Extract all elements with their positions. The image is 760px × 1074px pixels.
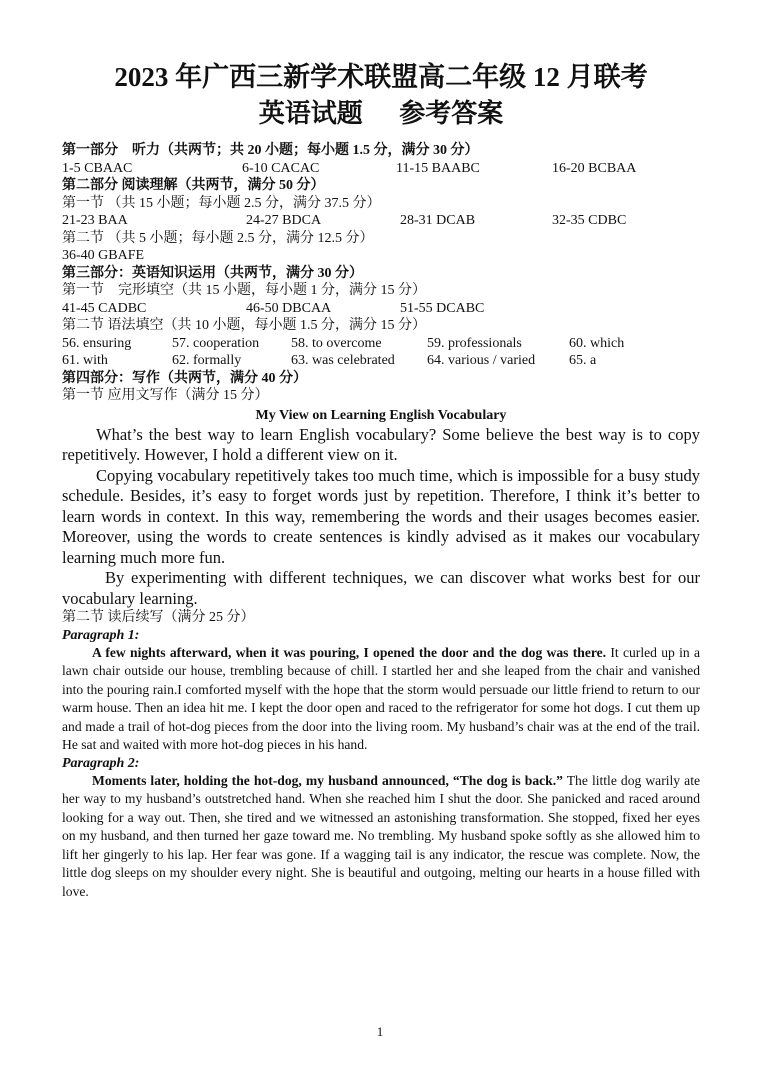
page-number: 1	[376, 1024, 384, 1039]
part2-section2: 第二节 （共 5 小题；每小题 2.5 分，满分 12.5 分）	[62, 230, 374, 246]
page-title: 2023 年广西三新学术联盟高二年级 12 月联考	[114, 62, 648, 92]
part3-section1: 第一节 完形填空（共 15 小题，每小题 1 分，满分 15 分）	[62, 283, 426, 298]
part2-answers2: 36-40 GBAFE	[62, 248, 145, 263]
part1-heading: 第一部分 听力（共两节；共 20 小题；每小题 1.5 分，满分 30 分）	[62, 143, 479, 158]
paragraph2-text	[62, 772, 700, 902]
grammar-row-1	[62, 335, 700, 353]
answer-group: 46-50 DBCAA	[246, 300, 332, 316]
paragraph1-text	[62, 644, 700, 755]
part4-section2: 第二节 读后续写（满分 25 分）	[62, 610, 255, 625]
answer-group: 24-27 BDCA	[246, 213, 322, 228]
answer-group: 41-45 CADBC	[62, 300, 147, 316]
paragraph1-label: Paragraph 1:	[62, 627, 140, 643]
grammar-answer: 62. formally	[172, 353, 242, 368]
answer-group: 6-10 CACAC	[242, 160, 320, 176]
answer-group: 11-15 BAABC	[396, 160, 480, 176]
part1-answers	[62, 160, 700, 178]
grammar-answer: 56. ensuring	[62, 335, 132, 351]
essay-paragraph: Copying vocabulary repetitively takes too much time, which is impossible for a busy study schedule. Besides, it’s easy to forget words just by repetition. Therefore, I think it’s better to learn words in context. In this way, remembering the words and their usages becomes easier. Moreover, using the words to create sentences is kindly advised as it makes our vocabulary learning much more fun.	[62, 465, 700, 567]
grammar-answer: 61. with	[62, 353, 108, 368]
answer-sheet	[62, 58, 700, 901]
part3-answers1	[62, 300, 700, 318]
paragraph2-label: Paragraph 2:	[62, 755, 140, 771]
part2-section1: 第一节 （共 15 小题；每小题 2.5 分，满分 37.5 分）	[62, 195, 381, 211]
essay-body	[62, 425, 700, 610]
subtitle-subject: 英语试题	[258, 99, 363, 128]
grammar-answer: 58. to overcome	[291, 335, 382, 351]
part2-answers1	[62, 212, 700, 230]
paragraph1-lead: A few nights afterward, when it was pouring, I opened the door and the dog was there.	[92, 644, 607, 660]
essay-paragraph: By experimenting with different techniques, we can discover what works best for our vocabulary learning.	[62, 568, 700, 608]
paragraph2-lead: Moments later, holding the hot-dog, my husband announced, “The dog is back.”	[92, 772, 563, 788]
page-subtitle	[62, 96, 700, 132]
part2-heading: 第二部分 阅读理解（共两节，满分 50 分）	[62, 178, 325, 193]
continuation-writing	[62, 627, 700, 902]
part3-section2: 第二节 语法填空（共 10 小题，每小题 1.5 分，满分 15 分）	[62, 318, 426, 333]
part4-section1: 第一节 应用文写作（满分 15 分）	[62, 388, 269, 403]
grammar-answer: 59. professionals	[427, 335, 522, 351]
paragraph1-body: It curled up in a lawn chair outside our house, trembling because of chill. I startled her and she leaped from the chair and vanished into the pouring rain.I comforted myself with the hope that the storm would persuade our little friend to return to our warm house. Then an idea hit me. I kept the door open and raced to the refrigerator for some hot dogs. I cut them up and made a trail of hot-dog pieces from the door into the living room. My husband’s chair was at the end of the trail. He sat and waited with more hot-dog pieces in his hand.	[62, 644, 700, 752]
answer-group: 1-5 CBAAC	[62, 160, 133, 176]
essay-title: My View on Learning English Vocabulary	[255, 407, 507, 423]
part4-heading: 第四部分：写作（共两节，满分 40 分）	[62, 370, 307, 386]
grammar-answer: 65. a	[569, 353, 597, 368]
paragraph2-body: The little dog warily ate her way to my husband’s outstretched hand. When she reached him I shut the door. She panicked and raced around looking for a way out. Then, she tired and we witnessed an astonishing transformation. She stopped, fixed her eyes on my husband, and then turned her gaze toward me. No trembling. My husband spoke softly as she allowed him to lift her gingerly to his lap. Her fear was gone. If a wagging tail is any indicator, the rescue was complete. Now, the little dog sleeps on my shoulder every night. She is beautiful and outgoing, melting our hearts in a house filled with love.	[62, 772, 700, 899]
answer-group: 51-55 DCABC	[400, 300, 485, 316]
grammar-answer: 63. was celebrated	[291, 353, 395, 368]
grammar-answer: 57. cooperation	[172, 335, 260, 351]
grammar-answer: 64. various / varied	[427, 353, 536, 368]
answer-group: 32-35 CDBC	[552, 213, 627, 228]
answer-group: 21-23 BAA	[62, 213, 128, 228]
essay-paragraph: What’s the best way to learn English vocabulary? Some believe the best way is to copy repetitively. However, I hold a different view on it.	[62, 424, 700, 464]
grammar-row-2	[62, 352, 700, 370]
subtitle-answer-key: 参考答案	[399, 99, 504, 128]
answer-group: 28-31 DCAB	[400, 213, 476, 228]
grammar-answer: 60. which	[569, 335, 625, 351]
part3-heading: 第三部分：英语知识运用（共两节，满分 30 分）	[62, 265, 363, 281]
answer-group: 16-20 BCBAA	[552, 160, 637, 176]
